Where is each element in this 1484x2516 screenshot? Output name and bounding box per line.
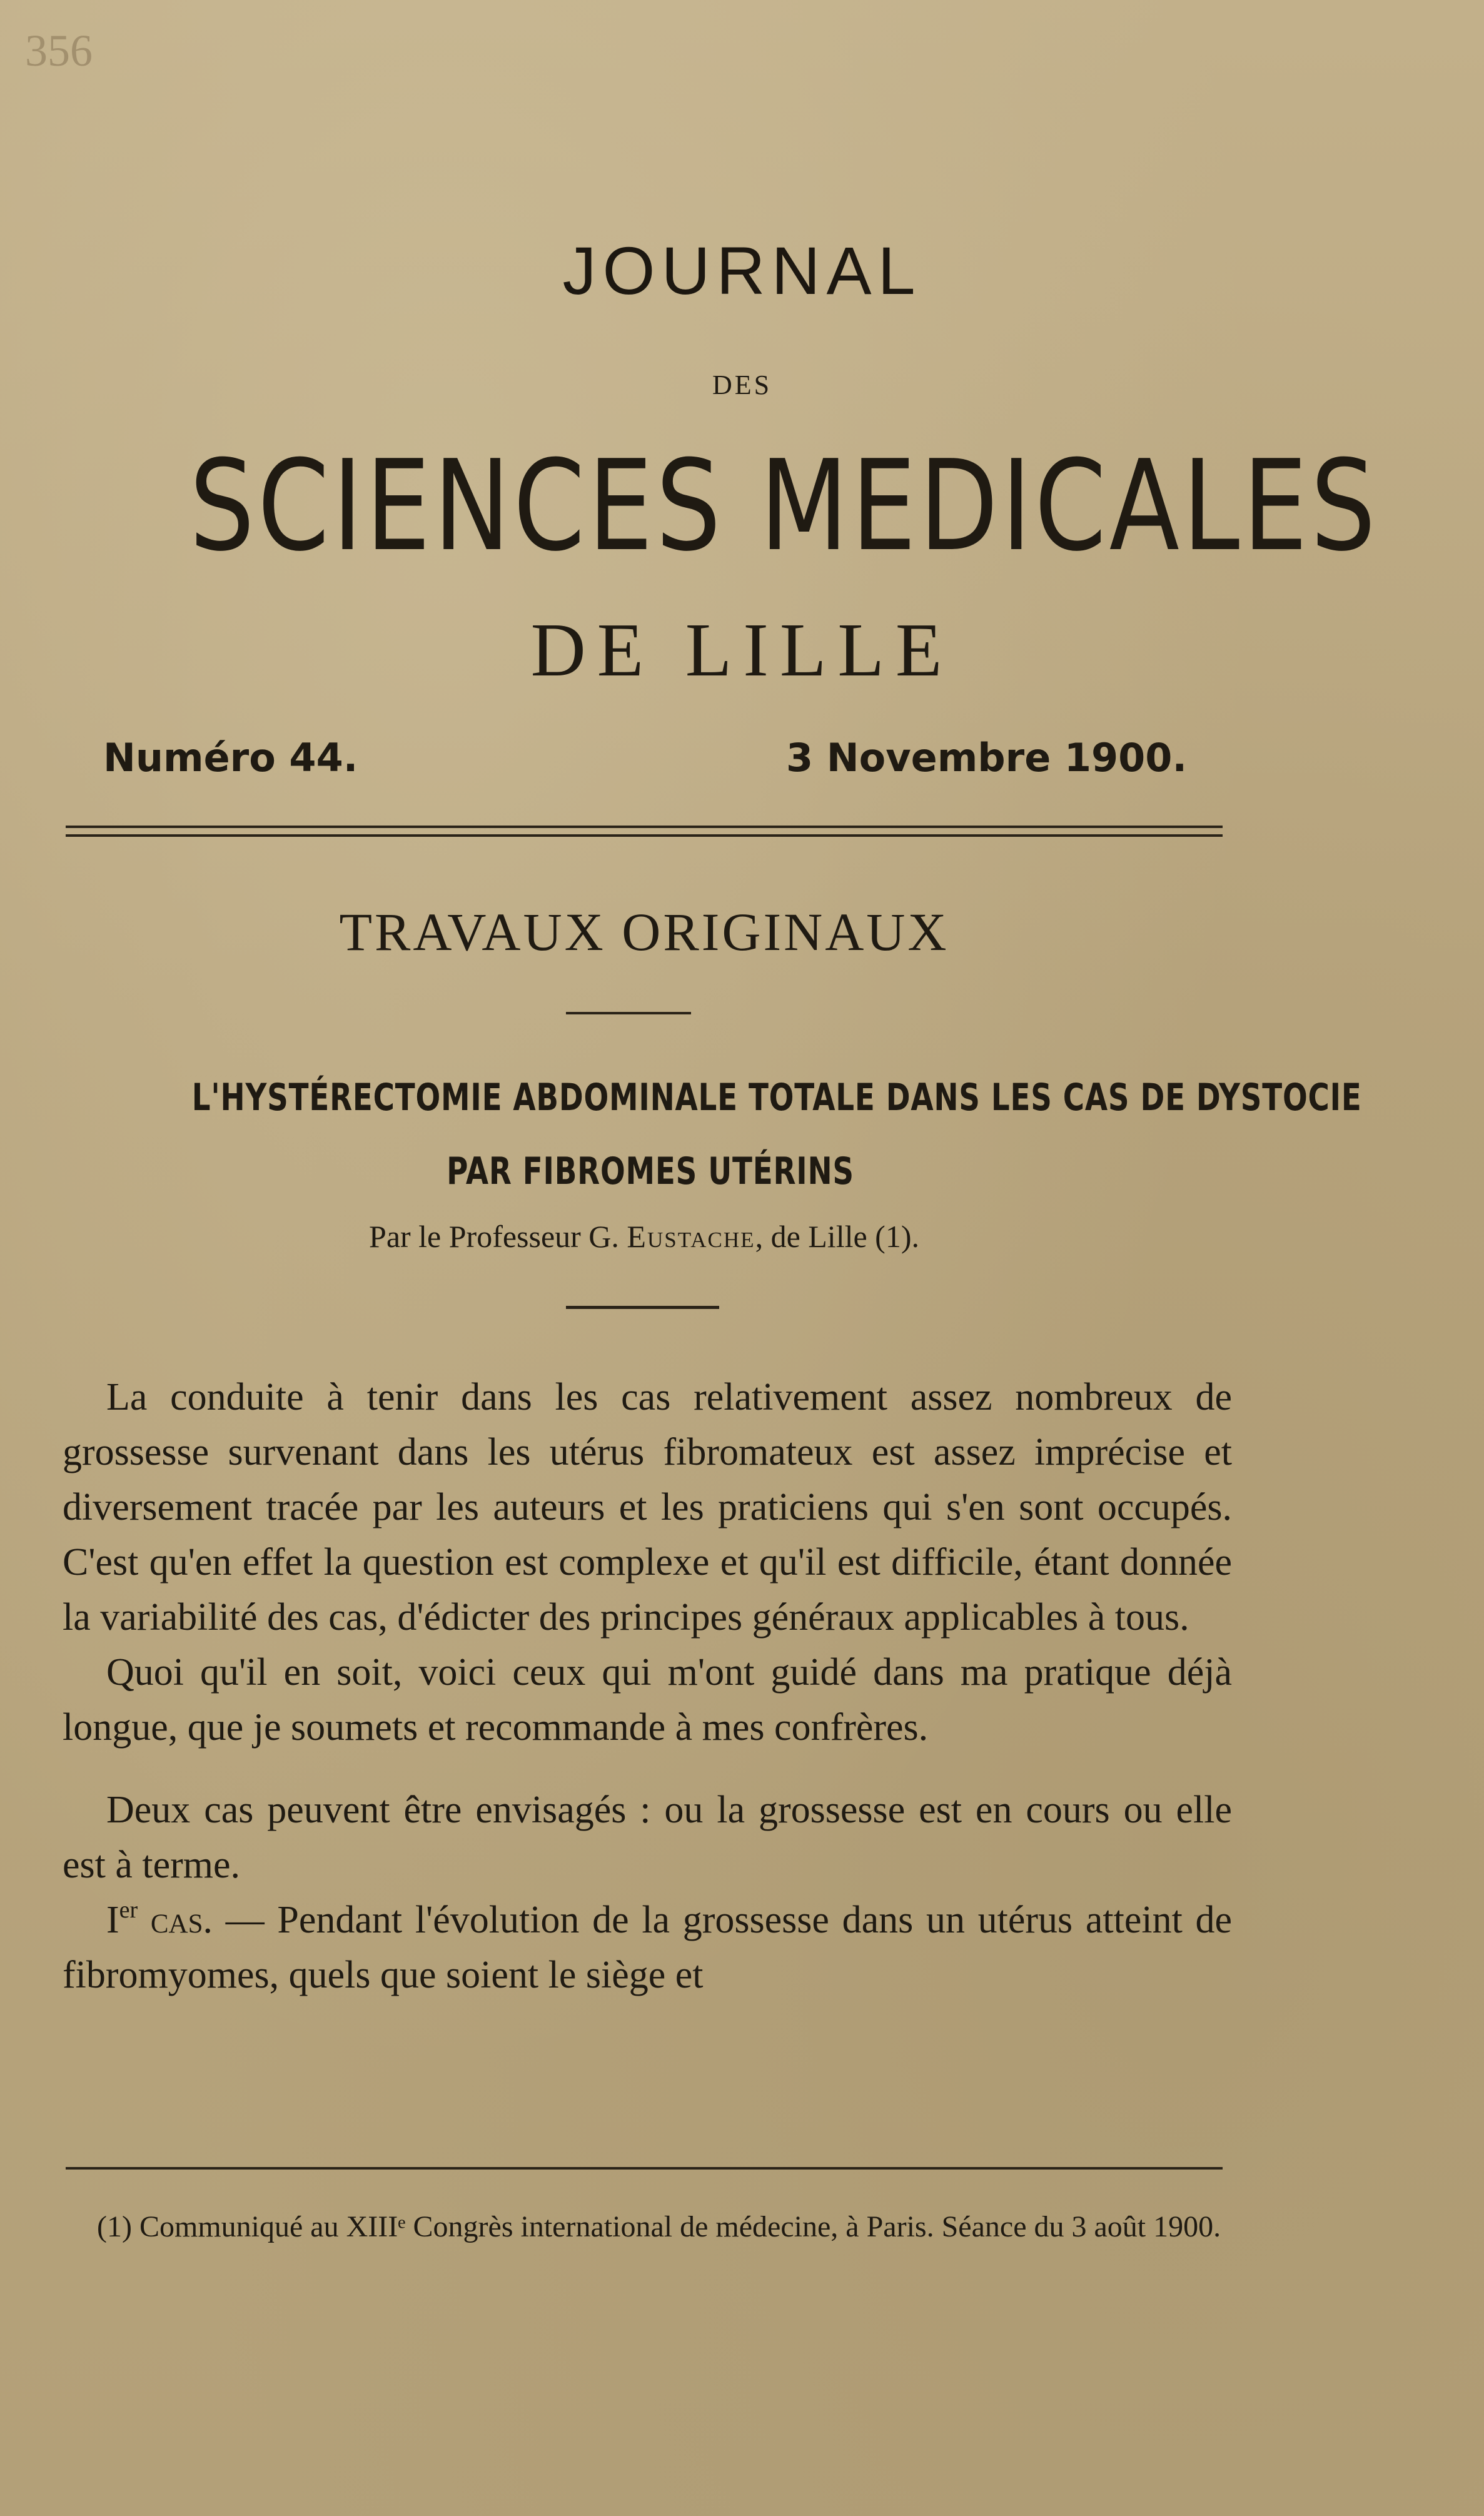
case-text: — Pendant l'évolution de la grossesse dans un utérus atteint de fibromyomes, quels que soient le siège et <box>63 1899 1232 1996</box>
body-paragraph-1: La conduite à tenir dans les cas relativement assez nombreux de grossesse survenant dans les utérus fibromateux est assez imprécise et diversement tracée par les auteurs et les praticiens qui s'en sont occupés. C'est qu'en effet la question est complexe et qu'il est difficile, étant donnée la variabilité des cas, d'édicter des principes généraux applicables à tous. <box>63 1376 1232 1639</box>
masthead-de-lille: DE LILLE <box>530 608 954 692</box>
article-title-line-2: PAR FIBROMES UTÉRINS <box>447 1149 854 1193</box>
body-paragraph-4 <box>63 1892 1232 2003</box>
section-divider <box>566 1012 691 1014</box>
article-byline <box>0 1218 1288 1255</box>
masthead-sciences-medicales: SCIENCES MEDICALES <box>189 433 1379 579</box>
byline-author: Eustache <box>627 1219 755 1254</box>
masthead-des: DES <box>712 370 772 400</box>
case-label-roman: I <box>106 1899 119 1941</box>
section-title: TRAVAUX ORIGINAUX <box>339 902 949 962</box>
footnote-rule <box>66 2167 1223 2170</box>
article-body <box>63 1370 1232 2003</box>
body-paragraph-2: Quoi qu'il en soit, voici ceux qui m'ont guidé dans ma pratique déjà longue, que je soumets et recommande à mes confrères. <box>63 1651 1232 1749</box>
byline-prefix: Par le Professeur G. <box>369 1219 619 1254</box>
article-title-line-1: L'HYSTÉRECTOMIE ABDOMINALE TOTALE DANS LES CAS DE DYSTOCIE <box>191 1076 1362 1119</box>
library-shelf-mark: 356 <box>25 26 93 76</box>
body-paragraph-3: Deux cas peuvent être envisagés : ou la grossesse est en cours ou elle est à terme. <box>63 1789 1232 1886</box>
issue-date: 3 Novembre 1900. <box>786 735 1187 781</box>
issue-number: Numéro 44. <box>103 735 358 781</box>
byline-divider <box>566 1306 719 1309</box>
byline-suffix: , de Lille (1). <box>755 1219 919 1254</box>
case-label-word: cas. <box>150 1899 213 1941</box>
case-label-superscript: er <box>119 1897 138 1923</box>
masthead-double-rule <box>66 826 1223 837</box>
footnote: (1) Communiqué au XIIIᵉ Congrès international de médecine, à Paris. Séance du 3 août 1900. <box>97 2210 1221 2243</box>
masthead-journal: JOURNAL <box>562 233 922 308</box>
